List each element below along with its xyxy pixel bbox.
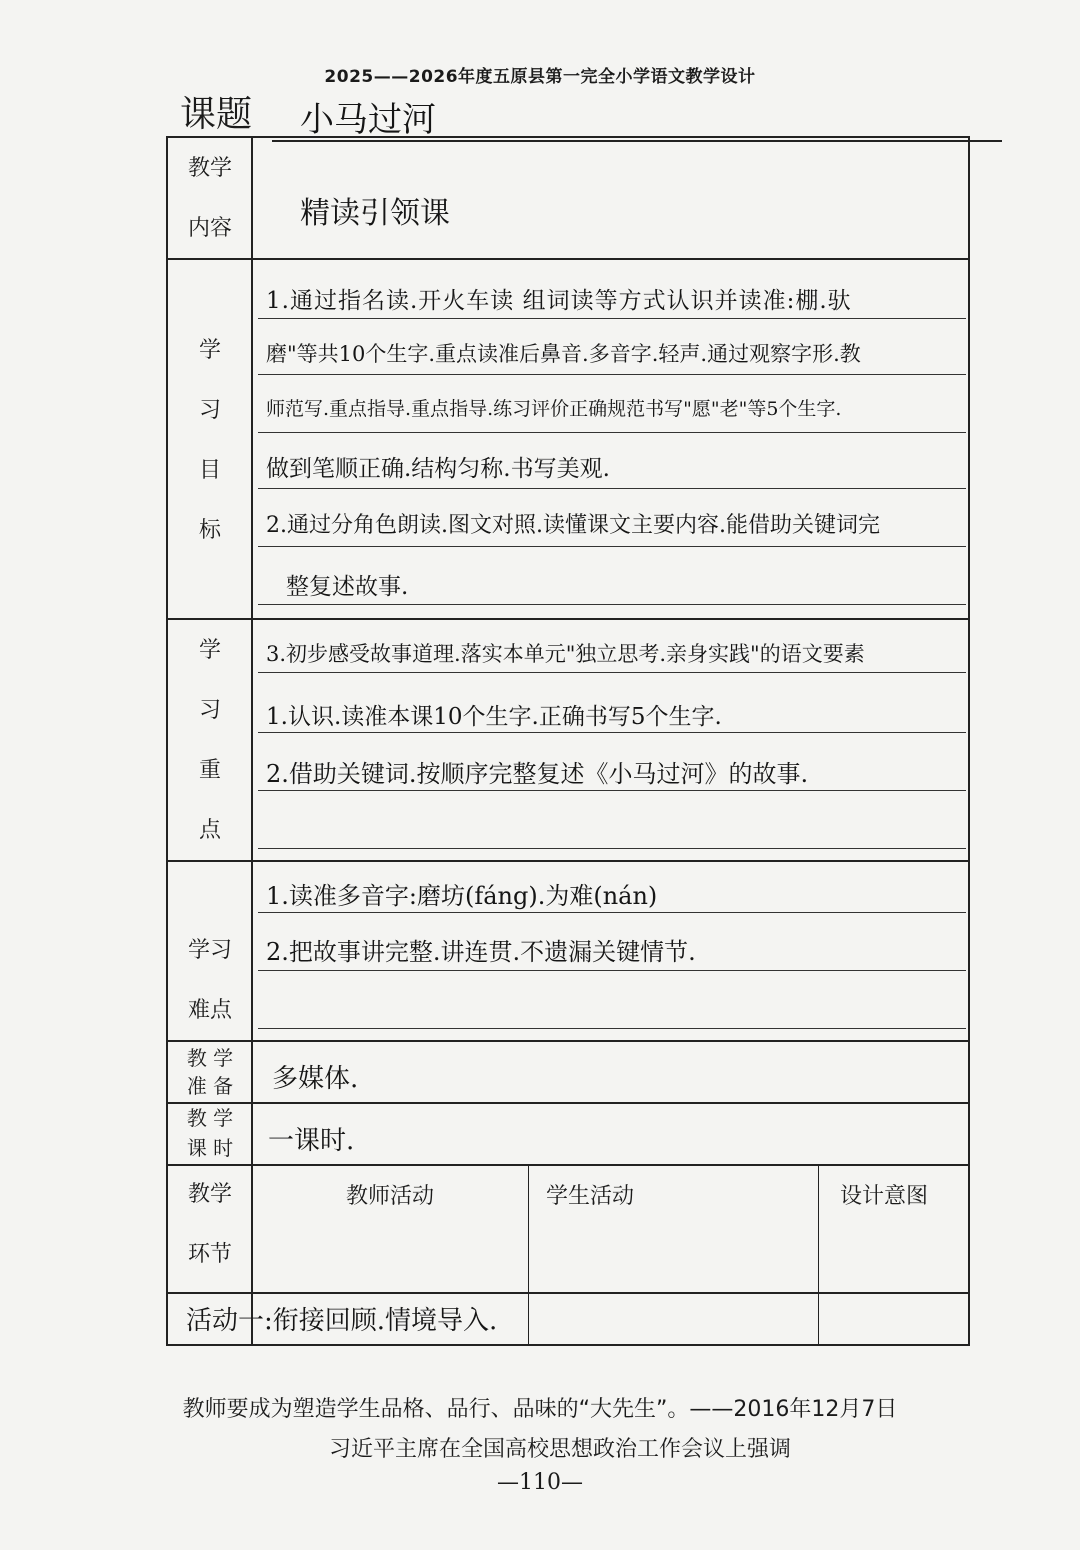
column-header-intent: 设计意图 xyxy=(839,1184,928,1209)
process-label-line1: 教学 xyxy=(187,1182,232,1207)
hours-label-line2: 课 时 xyxy=(186,1136,234,1160)
preparation-value: 多媒体. xyxy=(272,1064,359,1094)
difficulties-label-line1: 学习 xyxy=(187,938,232,963)
difficulty-line-2: 2.把故事讲完整.讲连贯.不遗漏关键情节. xyxy=(266,938,696,966)
divider-objectives xyxy=(166,618,970,620)
objective-line-5: 2.通过分角色朗读.图文对照.读懂课文主要内容.能借助关键词完 xyxy=(266,513,880,538)
activity-one: 活动一:衔接回顾.情境导入. xyxy=(186,1306,498,1336)
keypoints-label-char2: 习 xyxy=(198,698,221,723)
objectives-label-char3: 目 xyxy=(198,458,221,483)
preparation-label-line1: 教 学 xyxy=(186,1046,234,1070)
ruled-line xyxy=(258,732,966,733)
objectives-label-char2: 习 xyxy=(198,398,221,423)
objectives-label-char1: 学 xyxy=(198,338,221,363)
ruled-line xyxy=(258,604,966,605)
column-header-teacher: 教师活动 xyxy=(345,1184,434,1209)
objective-line-1: 1.通过指名读.开火车读 组词读等方式认识并读准:棚.驮 xyxy=(266,288,852,314)
process-label-line2: 环节 xyxy=(187,1242,232,1267)
keypoints-label-char4: 点 xyxy=(198,818,221,843)
ruled-line xyxy=(258,848,966,849)
ruled-line xyxy=(258,790,966,791)
column-header-student: 学生活动 xyxy=(545,1184,634,1209)
content-label-line1: 教学 xyxy=(187,156,232,181)
difficulty-line-1: 1.读准多音字:磨坊(fáng).为难(nán) xyxy=(266,882,658,910)
ruled-line xyxy=(258,970,966,971)
divider-process xyxy=(166,1292,970,1294)
column-divider-intent xyxy=(818,1164,819,1346)
hours-value: 一课时. xyxy=(268,1126,355,1156)
objective-line-4: 做到笔顺正确.结构匀称.书写美观. xyxy=(266,456,610,482)
divider-preparation xyxy=(166,1102,970,1104)
ruled-line xyxy=(258,488,966,489)
content-value: 精读引领课 xyxy=(300,196,450,231)
divider-content xyxy=(166,258,970,260)
ruled-line xyxy=(258,672,966,673)
keypoints-label-char1: 学 xyxy=(198,638,221,663)
topic-value: 小马过河 xyxy=(300,100,436,140)
column-divider-student xyxy=(528,1164,529,1346)
preparation-label-line2: 准 备 xyxy=(186,1074,234,1098)
objective-line-3: 师范写.重点指导.重点指导.练习评价正确规范书写"愿"老"等5个生字. xyxy=(266,398,842,420)
keypoint-line-1: 3.初步感受故事道理.落实本单元"独立思考.亲身实践"的语文要素 xyxy=(266,642,865,666)
difficulties-label-line2: 难点 xyxy=(187,998,232,1023)
footer-source: 习近平主席在全国高校思想政治工作会议上强调 xyxy=(328,1437,791,1462)
ruled-line xyxy=(258,374,966,375)
ruled-line xyxy=(258,318,966,319)
ruled-line xyxy=(258,912,966,913)
hours-label-line1: 教 学 xyxy=(186,1106,234,1130)
document-header: 2025——2026年度五原县第一完全小学语文教学设计 xyxy=(324,67,756,87)
footer-quote: 教师要成为塑造学生品格、品行、品味的“大先生”。——2016年12月7日 xyxy=(182,1397,898,1422)
divider-hours xyxy=(166,1164,970,1166)
divider-difficulties xyxy=(166,1040,970,1042)
page-number: —110— xyxy=(497,1470,583,1495)
divider-keypoints xyxy=(166,860,970,862)
objective-line-6: 整复述故事. xyxy=(286,574,409,600)
ruled-line xyxy=(258,546,966,547)
objective-line-2: 磨"等共10个生字.重点读准后鼻音.多音字.轻声.通过观察字形.教 xyxy=(266,342,861,366)
keypoint-line-3: 2.借助关键词.按顺序完整复述《小马过河》的故事. xyxy=(266,760,809,788)
topic-label: 课题 xyxy=(180,94,253,135)
ruled-line xyxy=(258,1028,966,1029)
keypoints-label-char3: 重 xyxy=(198,758,221,783)
keypoint-line-2: 1.认识.读准本课10个生字.正确书写5个生字. xyxy=(266,704,722,730)
ruled-line xyxy=(258,432,966,433)
objectives-label-char4: 标 xyxy=(198,518,221,543)
content-label-line2: 内容 xyxy=(187,216,232,241)
